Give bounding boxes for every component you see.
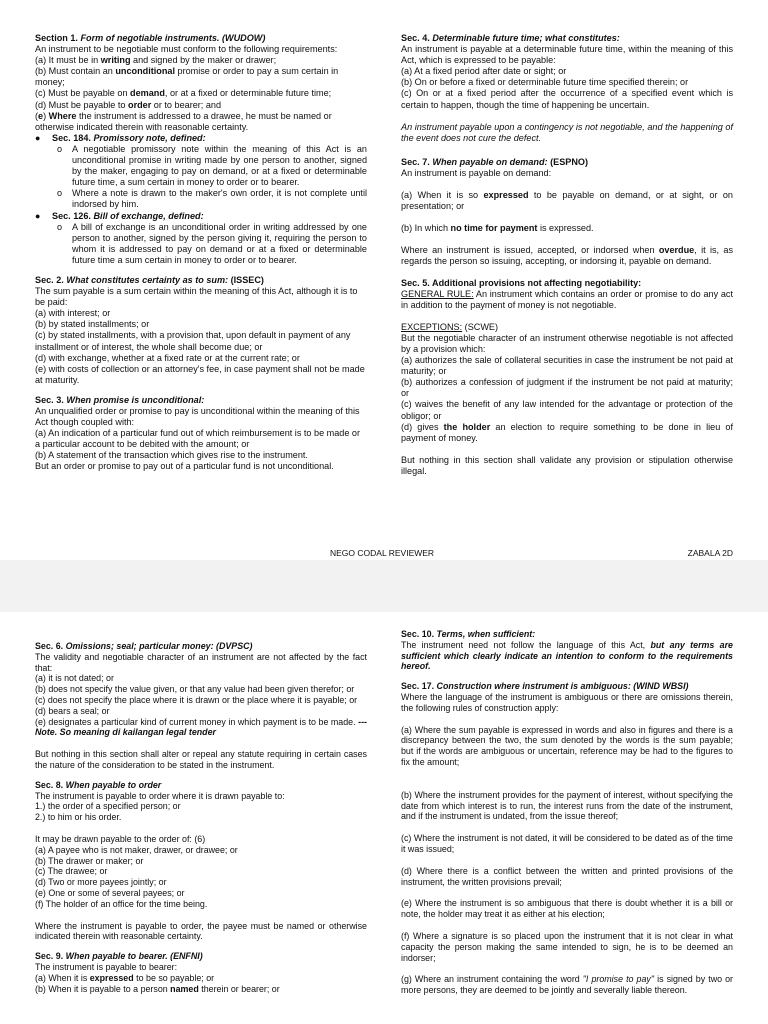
section-8-item-b: (b) The drawer or maker; or [35,855,144,866]
section-8-heading: Sec. 8. When payable to order [35,779,162,790]
section-3-tail: But an order or promise to pay out of a particular fund is not unconditional. [35,461,334,472]
page-2 [0,612,768,1024]
section-5-item-a: (a) authorizes the sale of collateral securities in case the instrument be not paid at maturity; or [401,355,733,377]
sec-184-subitem-1: o A negotiable promissory note within the meaning of this Act is an unconditional promise in writing made by one person to another, signed by the maker, engaging to pay on demand, or at a fixed or determinable future time, a sum certain in money to order or to bearer. [57,143,367,188]
page-2-right-column [401,629,733,996]
section-2-intro: The sum payable is a sum certain within the meaning of this Act, although it is to be paid: [35,286,358,308]
section-2-item-a: (a) with interest; or [35,308,111,319]
section-7-item-a: (a) When it is so expressed to be payable on demand, or at sight, or on presentation; or [401,190,733,212]
section-3-heading: Sec. 3. When promise is unconditional: [35,394,205,405]
section-17-item-a: (a) Where the sum payable is expressed in words and also in figures and there is a discrepancy between the two, the sum denoted by the words is the sum payable; but if the words are ambiguous or uncertain, reference may be had to the figures to fix the amount; [401,724,733,767]
sec-184-heading: Sec. 184. Promissory note, defined: [52,132,206,143]
section-10-heading: Sec. 10. Terms, when sufficient: [401,629,536,639]
footer-author: ZABALA 2D [687,548,733,558]
section-3-item-a: (a) An indication of a particular fund out of which reimbursement is to be made or a particular account to be debited with the amount; or [35,428,361,450]
section-17-item-f: (f) Where a signature is so placed upon the instrument that it is not clear in what capacity the person making the same intended to sign, he is to be deemed an indorser; [401,930,733,963]
section-8-intro-2: It may be drawn payable to the order of: (6) [35,833,206,844]
section-8-item-f: (f) The holder of an office for the time being. [35,898,208,909]
section-17-item-d: (d) Where there is a conflict between the written and printed provisions of the instrument, the written provisions prevail; [401,865,733,887]
section-9-intro: The instrument is payable to bearer: [35,961,178,972]
section-9-heading: Sec. 9. When payable to bearer. (ENFNI) [35,951,203,962]
section-1-title: Form of negotiable instruments. (WUDOW) [80,33,266,43]
section-1-item-c: (c) Must be payable on demand, or at a fixed or determinable future time; [35,88,332,99]
section-4-note: An instrument payable upon a contingency is not negotiable, and the happening of the event does not cure the defect. [401,121,733,143]
section-3-intro: An unqualified order or promise to pay is unconditional within the meaning of this Act though coupled with: [35,406,360,428]
section-2-heading: Sec. 2. What constitutes certainty as to sum: (ISSEC) [35,274,264,285]
section-2-item-b: (b) by stated installments; or [35,319,150,330]
section-4-item-a: (a) At a fixed period after date or sight; or [401,66,567,77]
section-5-item-d: (d) gives the holder an election to require something to be done in lieu of payment of money. [401,421,733,443]
section-8-item-1: 1.) the order of a specified person; or [35,801,181,812]
section-5-tail: But nothing in this section shall validate any provision or stipulation otherwise illegal. [401,454,733,476]
section-5-exceptions-label: EXCEPTIONS: (SCWE) [401,321,499,332]
circle-bullet-icon: o [57,221,63,232]
section-17-item-b: (b) Where the instrument provides for the payment of interest, without specifying the date from which interest is to run, the interest runs from the date of the instrument, and if the instrument is undated, from the issue thereof; [401,789,733,822]
section-8-intro: The instrument is payable to order where it is drawn payable to: [35,790,285,801]
section-8-item-2: 2.) to him or his order. [35,812,122,823]
sec-184-subitem-2: o Where a note is drawn to the maker's own order, it is not complete until indorsed by him. [57,188,367,210]
bullet-icon: ● [35,210,41,221]
section-5-heading: Sec. 5. Additional provisions not affecting negotiability: [401,277,642,288]
section-8-tail: Where the instrument is payable to order, the payee must be named or otherwise indicated therein with reasonable certainty. [35,920,367,942]
section-3-item-b: (b) A statement of the transaction which gives rise to the instrument. [35,450,308,461]
section-7-heading: Sec. 7. When payable on demand: (ESPNO) [401,156,588,167]
page-separator [0,560,768,612]
section-6-item-d: (d) bears a seal; or [35,705,110,716]
section-2-item-c: (c) by stated installments, with a provision that, upon default in payment of any installment or of interest, the whole shall become due; or [35,330,351,352]
section-1-item-d: (d) Must be payable to order or to bearer; and [35,99,222,110]
section-17-intro: Where the language of the instrument is ambiguous or there are omissions therein, the following rules of construction apply: [401,691,733,713]
footer-title: NEGO CODAL REVIEWER [330,548,435,558]
section-5-exceptions-intro: But the negotiable character of an instrument otherwise negotiable is not affected by a provision which: [401,332,733,354]
section-2-item-e: (e) with costs of collection or an attorney's fee, in case payment shall not be made at maturity. [35,363,365,385]
section-1-item-a: (a) It must be in writing and signed by the maker or drawer; [35,55,277,66]
section-1-item-e: (e) Where the instrument is addressed to a drawee, he must be named or otherwise indicated therein with reasonable certainty. [35,110,332,132]
section-17-heading: Sec. 17. Construction where instrument is ambiguous: (WIND WBSI) [401,681,689,692]
section-1-heading: Section 1. Form of negotiable instruments. (WUDOW) [35,33,266,43]
section-4-item-b: (b) On or before a fixed or determinable future time specified therein; or [401,77,689,88]
section-5-general-rule: GENERAL RULE: An instrument which contains an order or promise to do any act in addition to the payment of money is not negotiable. [401,288,734,310]
circle-bullet-icon: o [57,143,63,154]
section-6-item-b: (b) does not specify the value given, or that any value had been given therefor; or [35,684,355,695]
section-4-item-c: (c) On or at a fixed period after the occurrence of a specified event which is certain to happen, though the time of happening be uncertain. [401,88,733,110]
page-1-left-column [35,33,367,473]
page-2-left-column [35,641,367,994]
section-8-item-d: (d) Two or more payees jointly; or [35,877,167,888]
section-6-heading: Sec. 6. Omissions; seal; particular money: (DVPSC) [35,641,253,651]
circle-bullet-icon: o [57,188,63,199]
bullet-icon: ● [35,132,41,143]
section-4-intro: An instrument is payable at a determinable future time, within the meaning of this Act, which is expressed to be payable: [401,44,733,66]
section-17-item-c: (c) Where the instrument is not dated, it will be considered to be dated as of the time it was issued; [401,833,733,854]
section-6-item-e: (e) designates a particular kind of current money in which payment is to be made. --- Note. So meaning di kailangan legal tender [35,716,367,738]
section-8-item-c: (c) The drawee; or [35,866,108,877]
section-6-item-c: (c) does not specify the place where it is drawn or the place where it is payable; or [35,694,358,705]
section-7-intro: An instrument is payable on demand: [401,167,552,178]
sec-126-bullet [35,211,367,222]
sec-126-heading: Sec. 126. Bill of exchange, defined: [52,210,204,221]
section-8-item-a: (a) A payee who is not maker, drawer, or drawee; or [35,844,238,855]
section-17-item-e: (e) Where the instrument is so ambiguous that there is doubt whether it is a bill or note, the holder may treat it as either at his election; [401,898,733,920]
section-2-item-d: (d) with exchange, whether at a fixed rate or at the current rate; or [35,352,300,363]
section-5-item-b: (b) authorizes a confession of judgment if the instrument be not paid at maturity; or [401,377,733,399]
section-7-item-b: (b) In which no time for payment is expressed. [401,223,594,234]
section-6-item-a: (a) it is not dated; or [35,673,114,684]
section-9-item-b: (b) When it is payable to a person named therein or bearer; or [35,983,280,994]
section-10-text: The instrument need not follow the language of this Act, but any terms are sufficient which clearly indicate an intention to conform to the requirements hereof. [401,639,733,672]
section-1-item-b: (b) Must contain an unconditional promise or order to pay a sum certain in money; [35,66,339,88]
section-8-item-e: (e) One or some of several payees; or [35,887,185,898]
page-1-right-column [401,33,733,477]
section-5-item-c: (c) waives the benefit of any law intended for the advantage or protection of the obligor; or [401,399,733,421]
sec-184-bullet [35,133,367,144]
section-17-item-g: (g) Where an instrument containing the word "I promise to pay" is signed by two or more persons, they are deemed to be jointly and severally liable thereon. [401,974,733,996]
section-1-intro: An instrument to be negotiable must conform to the following requirements: [35,44,338,55]
section-6-tail: But nothing in this section shall alter or repeal any statute requiring in certain cases the nature of the consideration to be stated in the instrument. [35,749,367,770]
section-9-item-a: (a) When it is expressed to be so payable; or [35,972,215,983]
section-6-intro: The validity and negotiable character of an instrument are not affected by the fact that: [35,651,367,673]
section-4-heading: Sec. 4. Determinable future time; what constitutes: [401,33,620,43]
section-7-item-c: Where an instrument is issued, accepted, or indorsed when overdue, it is, as regards the person so issuing, accepting, or indorsing it, payable on demand. [401,245,733,267]
sec-126-subitem-1: o A bill of exchange is an unconditional order in writing addressed by one person to another, signed by the person giving it, requiring the person to whom it is addressed to pay on demand or at a fixed or determinable future time a sum certain in money to order or to bearer. [57,221,367,265]
